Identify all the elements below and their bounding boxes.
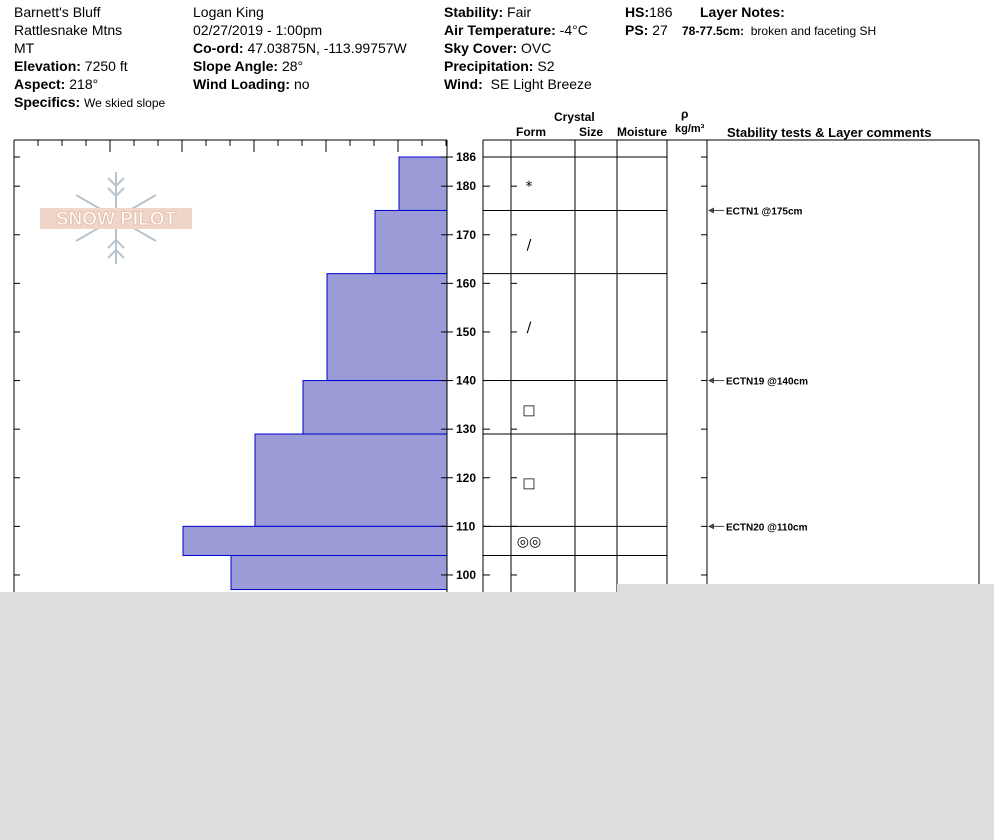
stability-test-label: ECTN20 @110cm: [726, 522, 808, 534]
depth-tick-label: 186: [456, 150, 477, 164]
hs-value: 186: [649, 4, 673, 20]
hardness-bar: [327, 274, 447, 381]
observer-name: Logan King: [193, 4, 264, 20]
slope-label: Slope Angle:: [193, 58, 279, 74]
stability-label: Stability:: [444, 4, 504, 20]
size-header: Size: [579, 125, 604, 139]
mountain-range: Rattlesnake Mtns: [14, 22, 123, 38]
ps-value: 27: [652, 22, 668, 38]
coord-label: Co-ord:: [193, 40, 244, 56]
crystal-form-symbol: /: [526, 320, 532, 337]
cropped-region: [617, 584, 994, 592]
crystal-form-symbol: *: [525, 179, 533, 196]
hardness-bar: [399, 157, 447, 210]
elevation-value: 7250 ft: [84, 58, 128, 74]
location-name: Barnett's Bluff: [14, 4, 101, 20]
depth-tick-label: 160: [456, 276, 477, 291]
specifics-label: Specifics:: [14, 94, 81, 110]
observation-datetime: 02/27/2019 - 1:00pm: [193, 22, 323, 38]
depth-tick-label: 140: [456, 373, 477, 388]
depth-tick-label: 110: [456, 519, 476, 534]
crystal-form-symbol: ◎◎: [516, 533, 542, 550]
coord-value: 47.03875N, -113.99757W: [247, 40, 407, 56]
hardness-bar: [183, 526, 447, 555]
snowpilot-logo: [40, 172, 192, 264]
wind-value: SE Light Breeze: [490, 76, 592, 92]
stability-test-arrowhead: [708, 207, 714, 213]
layer-note-range: 78-77.5cm:: [682, 24, 745, 38]
density-symbol: ρ: [681, 107, 689, 121]
crystal-form-symbol: □: [522, 402, 536, 419]
density-unit: kg/m³: [675, 123, 705, 135]
specifics-value: We skied slope: [84, 96, 166, 110]
depth-tick-label: 180: [456, 179, 477, 194]
aspect-value: 218°: [69, 76, 99, 92]
elevation-label: Elevation:: [14, 58, 81, 74]
stability-test-arrowhead: [708, 378, 714, 384]
crystal-header: Crystal: [554, 110, 595, 124]
stability-value: Fair: [507, 4, 532, 20]
precip-label: Precipitation:: [444, 58, 534, 74]
depth-tick-label: 120: [456, 470, 477, 485]
slope-value: 28°: [281, 58, 304, 74]
air-temp-value: -4°C: [559, 22, 588, 38]
wind-label: Wind:: [444, 76, 483, 92]
hardness-bar: [375, 210, 447, 273]
hardness-bar: [231, 556, 447, 590]
layer-notes-label: Layer Notes:: [700, 4, 785, 20]
stability-test-label: ECTN19 @140cm: [726, 376, 809, 388]
hardness-bar: [303, 381, 447, 434]
depth-tick-label: 150: [456, 324, 477, 339]
state: MT: [14, 40, 35, 56]
depth-tick-label: 170: [456, 227, 477, 242]
stability-test-label: ECTN1 @175cm: [726, 206, 803, 218]
ps-label: PS:: [625, 22, 649, 38]
precip-value: S2: [537, 58, 555, 74]
sky-cover-label: Sky Cover:: [444, 40, 518, 56]
crystal-form-symbol: /: [526, 237, 532, 254]
logo-text: SNOW PILOT: [55, 209, 177, 230]
stability-test-arrowhead: [708, 523, 714, 529]
form-header: Form: [516, 125, 546, 139]
depth-tick-label: 100: [456, 567, 477, 582]
hs-label: HS:: [625, 4, 650, 20]
aspect-label: Aspect:: [14, 76, 66, 92]
comments-header: Stability tests & Layer comments: [727, 125, 932, 140]
wind-loading-label: Wind Loading:: [193, 76, 291, 92]
moisture-header: Moisture: [617, 125, 668, 139]
air-temp-label: Air Temperature:: [444, 22, 556, 38]
crystal-form-symbol: □: [522, 475, 536, 492]
sky-cover-value: OVC: [521, 40, 552, 56]
hardness-bar: [255, 434, 447, 526]
layer-note-text: broken and faceting SH: [750, 24, 877, 38]
wind-loading-value: no: [293, 76, 310, 92]
depth-tick-label: 130: [456, 422, 477, 437]
